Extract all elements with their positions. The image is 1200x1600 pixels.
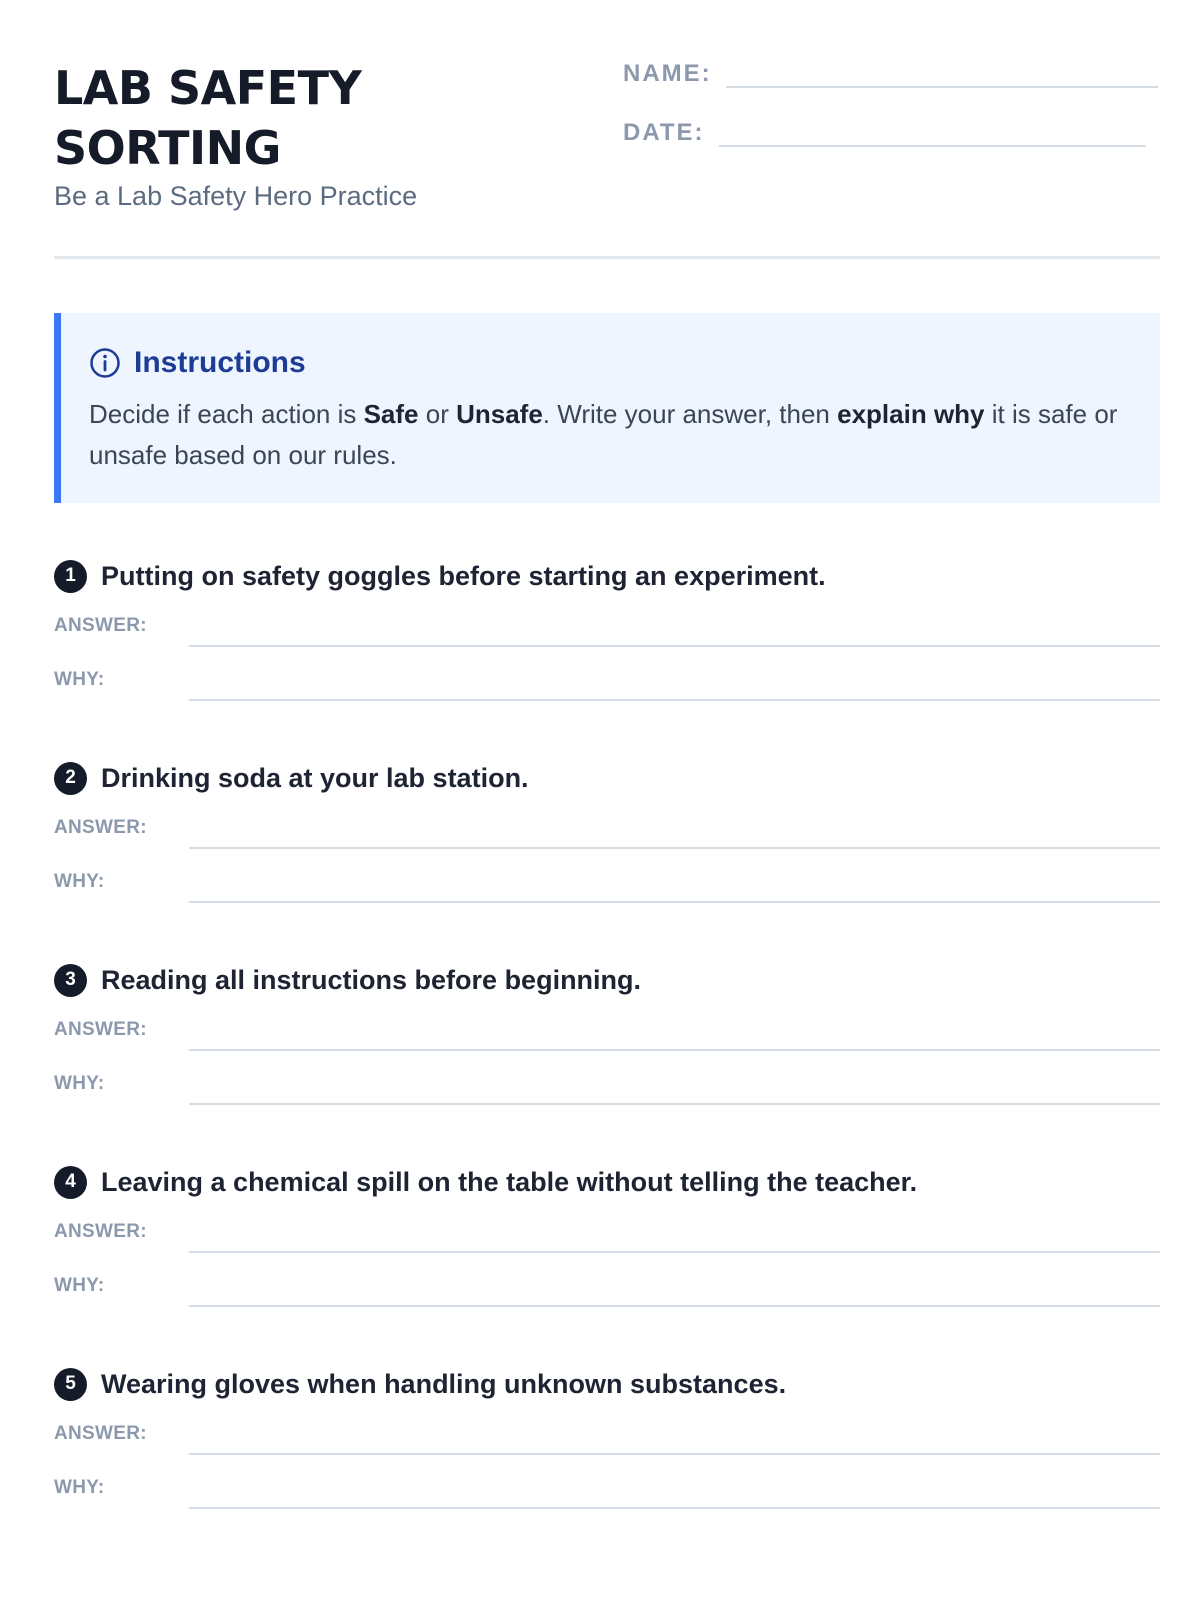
answer-input-line[interactable]: [189, 1453, 1160, 1455]
instructions-title: Instructions: [134, 346, 306, 379]
question-text: Leaving a chemical spill on the table without telling the teacher.: [101, 1166, 918, 1197]
answer-input-line[interactable]: [189, 1049, 1160, 1051]
question-text: Putting on safety goggles before starting an experiment.: [101, 560, 826, 591]
question-number-badge: 2: [54, 762, 87, 795]
why-input-line[interactable]: [189, 1305, 1160, 1307]
header-divider: [54, 256, 1160, 259]
answer-row: [54, 1415, 1160, 1455]
worksheet-header: [54, 58, 1160, 258]
explain-why-emphasis: explain why: [837, 399, 985, 429]
answer-label: ANSWER:: [54, 1221, 147, 1242]
instructions-heading: [89, 346, 306, 380]
instructions-text-part: it is safe or unsafe based on our rules.: [89, 399, 1118, 470]
date-field: [623, 119, 1146, 147]
why-input-line[interactable]: [189, 901, 1160, 903]
unsafe-emphasis: Unsafe: [456, 399, 543, 429]
why-input-line[interactable]: [189, 1103, 1160, 1105]
instructions-text-part: or: [418, 399, 457, 429]
page-title: LAB SAFETY SORTING: [54, 61, 362, 175]
answer-row: [54, 809, 1160, 849]
answer-row: [54, 1213, 1160, 1253]
date-input-line[interactable]: [719, 145, 1146, 147]
instructions-text-part: Decide if each action is: [89, 399, 364, 429]
question-text: Wearing gloves when handling unknown substances.: [101, 1368, 787, 1399]
why-row: [54, 1469, 1160, 1509]
answer-label: ANSWER:: [54, 1019, 147, 1040]
answer-label: ANSWER:: [54, 1423, 147, 1444]
question-4: [54, 1164, 1160, 1314]
answer-row: [54, 607, 1160, 647]
why-label: WHY:: [54, 871, 105, 892]
name-input-line[interactable]: [726, 86, 1158, 88]
safe-emphasis: Safe: [363, 399, 419, 429]
question-number-badge: 1: [54, 560, 87, 593]
question-3: [54, 962, 1160, 1112]
why-label: WHY:: [54, 1275, 105, 1296]
question-number-badge: 5: [54, 1368, 87, 1401]
why-row: [54, 1267, 1160, 1307]
why-row: [54, 863, 1160, 903]
question-2: [54, 760, 1160, 910]
question-text: Drinking soda at your lab station.: [101, 762, 529, 793]
why-row: [54, 1065, 1160, 1105]
question-number-badge: 4: [54, 1166, 87, 1199]
answer-label: ANSWER:: [54, 817, 147, 838]
question-1: [54, 558, 1160, 708]
answer-row: [54, 1011, 1160, 1051]
instructions-box: [54, 313, 1160, 503]
why-label: WHY:: [54, 1477, 105, 1498]
date-label: DATE:: [623, 119, 705, 146]
question-text: Reading all instructions before beginning.: [101, 964, 642, 995]
why-input-line[interactable]: [189, 1507, 1160, 1509]
question-number-badge: 3: [54, 964, 87, 997]
why-label: WHY:: [54, 669, 105, 690]
page-subtitle: Be a Lab Safety Hero Practice: [54, 181, 418, 211]
answer-input-line[interactable]: [189, 645, 1160, 647]
instructions-text-part: . Write your answer, then: [542, 399, 838, 429]
name-label: NAME:: [623, 60, 712, 87]
answer-input-line[interactable]: [189, 1251, 1160, 1253]
name-field: [623, 60, 1158, 88]
why-row: [54, 661, 1160, 701]
question-5: [54, 1366, 1160, 1516]
info-icon: [89, 347, 121, 379]
answer-label: ANSWER:: [54, 615, 147, 636]
answer-input-line[interactable]: [189, 847, 1160, 849]
instructions-text: [89, 394, 1139, 476]
why-label: WHY:: [54, 1073, 105, 1094]
why-input-line[interactable]: [189, 699, 1160, 701]
